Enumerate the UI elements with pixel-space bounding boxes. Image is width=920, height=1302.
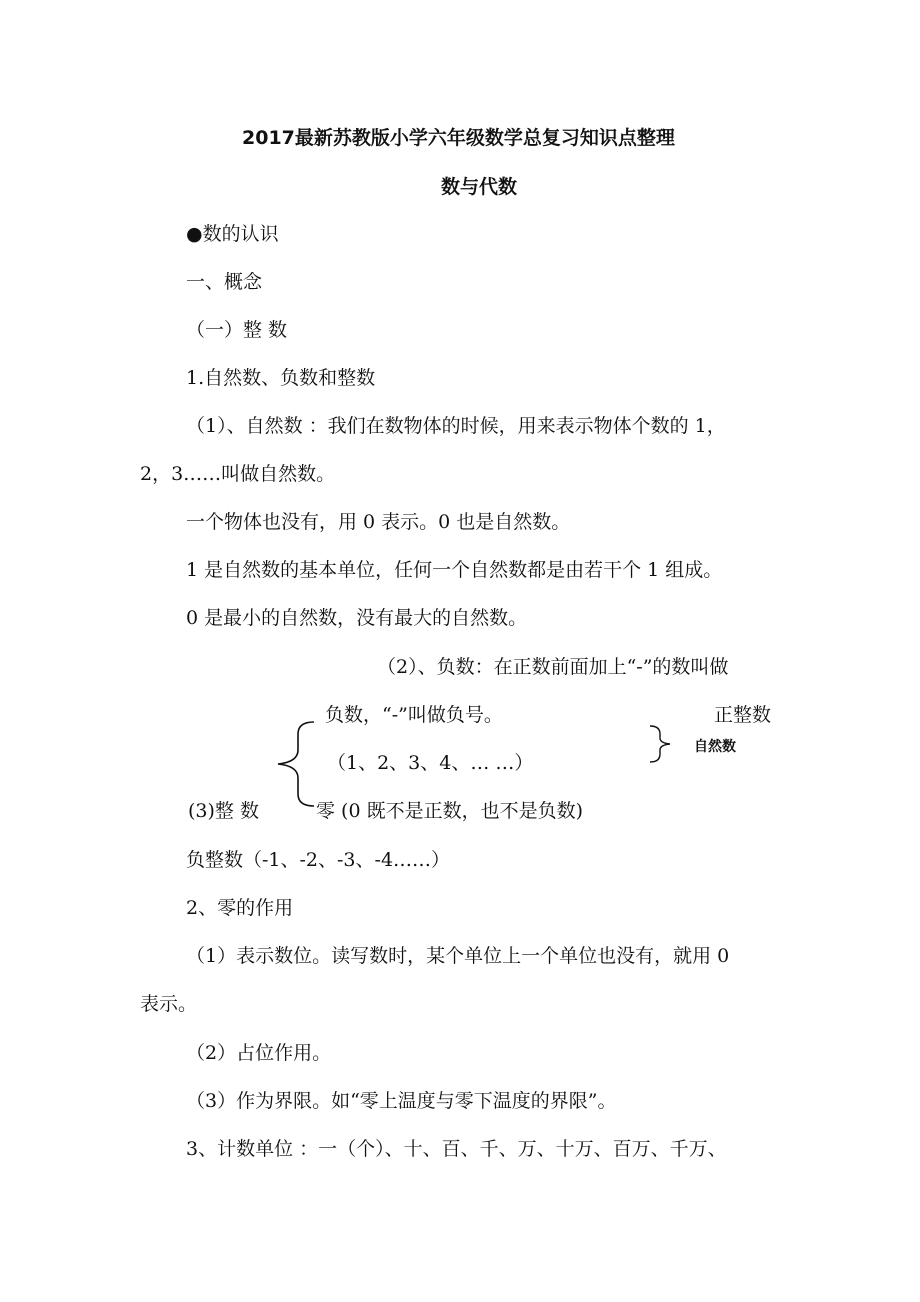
- paragraph-zero-role-1: （1）表示数位。读写数时，某个单位上一个单位也没有，就用 0: [186, 945, 730, 967]
- heading-concepts: 一、概念: [186, 271, 263, 293]
- heading-zero-role: 2、零的作用: [186, 897, 294, 919]
- paragraph-unit: 1 是自然数的基本单位，任何一个自然数都是由若干个 1 组成。: [186, 559, 723, 581]
- section-title: 数与代数: [441, 176, 518, 198]
- negative-integer-list: 负整数（-1、-2、-3、-4……）: [186, 849, 451, 871]
- positive-integer-label: 正整数: [714, 704, 772, 726]
- heading-number-recognition: ●数的认识: [186, 223, 279, 245]
- integer-label: (3)整 数: [188, 800, 259, 822]
- paragraph-zero-role-1-cont: 表示。: [140, 993, 198, 1015]
- heading-counting-units: 3、计数单位 ：一（个）、十、百、千、万、十万、百万、千万、: [186, 1138, 727, 1160]
- heading-integers: （一）整 数: [186, 319, 288, 341]
- left-brace-icon: [274, 718, 324, 818]
- document-title: 2017最新苏教版小学六年级数学总复习知识点整理: [242, 127, 675, 149]
- positive-integer-list: （1、2、3、4、… …）: [327, 752, 534, 774]
- paragraph-smallest: 0 是最小的自然数，没有最大的自然数。: [186, 607, 528, 629]
- paragraph-natural-number-cont: 2，3……叫做自然数。: [140, 463, 336, 485]
- paragraph-zero: 一个物体也没有，用 0 表示。0 也是自然数。: [186, 511, 571, 533]
- right-brace-icon: [648, 724, 678, 774]
- paragraph-zero-role-2: （2）占位作用。: [186, 1042, 332, 1064]
- paragraph-zero-role-3: （3）作为界限。如“零上温度与零下温度的界限”。: [186, 1090, 617, 1112]
- natural-number-label: 自然数: [694, 739, 736, 755]
- negative-number-cont: 负数，“-”叫做负号。: [325, 704, 503, 726]
- paragraph-natural-number: （1）、自然数 ：我们在数物体的时候，用来表示物体个数的 1，: [186, 415, 726, 437]
- zero-item: 零 (0 既不是正数，也不是负数): [316, 800, 583, 822]
- heading-natural-negative-integers: 1.自然数、负数和整数: [186, 367, 376, 389]
- paragraph-negative-number: （2）、负数：在正数前面加上“-”的数叫做: [377, 656, 729, 678]
